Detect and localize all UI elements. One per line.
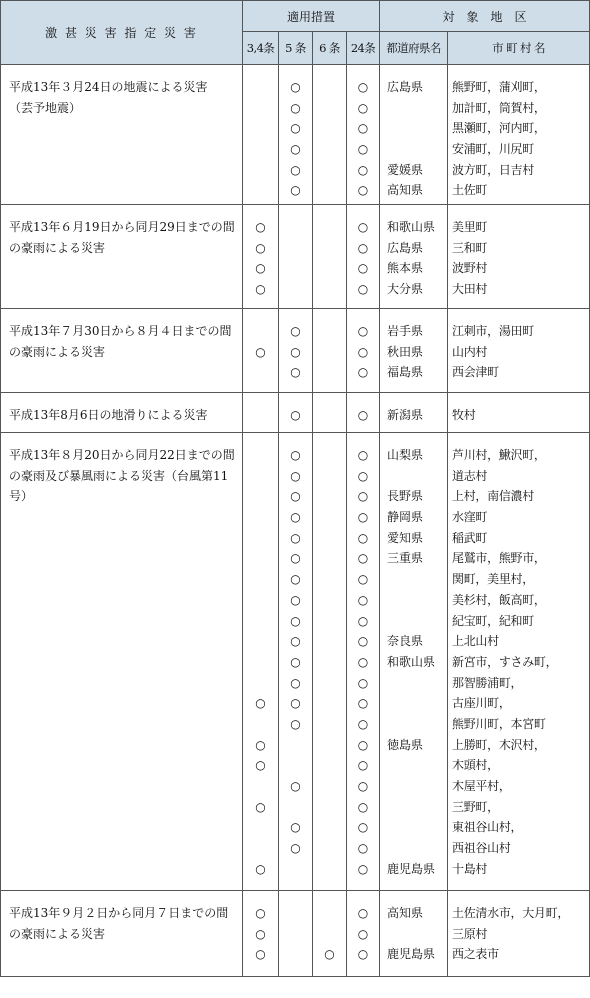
measure-cell-a34 [243, 433, 279, 891]
empty-mark [313, 139, 346, 160]
circle-mark-icon [347, 528, 379, 549]
prefecture-name [380, 776, 447, 797]
prefecture-name: 愛知県 [387, 530, 424, 545]
empty-mark [243, 631, 278, 652]
municipality-name: 古座川町， [452, 696, 511, 711]
disaster-cell [1, 433, 243, 891]
empty-mark [313, 528, 346, 549]
measure-cell-a5 [279, 433, 313, 891]
municipality-name: 牧村 [452, 408, 476, 422]
empty-mark [279, 944, 312, 965]
measure-cell-a6 [313, 393, 347, 433]
circle-mark-icon [347, 321, 379, 342]
disaster-text: （芸予地震） [9, 100, 82, 115]
circle-mark-icon [243, 797, 278, 818]
header-art5: 5 条 [279, 32, 313, 65]
empty-mark [279, 735, 312, 756]
municipality-name: 東祖谷山村， [452, 820, 523, 835]
prefecture-name: 徳島県 [387, 737, 424, 752]
prefecture-name: 三重県 [387, 551, 424, 566]
empty-mark [313, 735, 346, 756]
empty-mark [313, 569, 346, 590]
circle-mark-icon [243, 735, 278, 756]
circle-mark-icon [279, 569, 312, 590]
measure-cell-a34 [243, 65, 279, 205]
prefecture-name: 奈良県 [387, 634, 424, 649]
measure-cell-a6 [313, 309, 347, 393]
prefecture-name [380, 118, 447, 139]
empty-mark [313, 903, 346, 924]
empty-mark [243, 118, 278, 139]
circle-mark-icon [347, 445, 379, 466]
disaster-cell [1, 393, 243, 433]
empty-mark [279, 797, 312, 818]
prefecture-name: 広島県 [387, 80, 424, 94]
header-disaster: 激 甚 災 害 指 定 災 害 [1, 1, 243, 65]
measure-cell-a6 [313, 891, 347, 977]
municipality-cell [448, 65, 590, 205]
prefecture-name: 山梨県 [387, 448, 424, 462]
circle-mark-icon [347, 590, 379, 611]
empty-mark [243, 405, 278, 426]
circle-mark-icon [347, 944, 379, 965]
prefecture-cell [380, 891, 448, 977]
empty-mark [313, 160, 346, 181]
municipality-cell [448, 205, 590, 309]
circle-mark-icon [279, 673, 312, 694]
measure-cell-a5 [279, 65, 313, 205]
municipality-cell [448, 309, 590, 393]
municipality-cell [448, 891, 590, 977]
empty-mark [243, 77, 278, 98]
empty-mark [279, 755, 312, 776]
empty-mark [313, 693, 346, 714]
municipality-name: 山内村 [452, 344, 488, 359]
empty-mark [243, 486, 278, 507]
empty-mark [313, 98, 346, 119]
circle-mark-icon [279, 611, 312, 632]
circle-mark-icon [347, 693, 379, 714]
prefecture-name: 広島県 [387, 240, 424, 255]
circle-mark-icon [279, 548, 312, 569]
municipality-name: 木屋平村， [452, 779, 511, 793]
table-row [1, 309, 590, 393]
circle-mark-icon [279, 693, 312, 714]
municipality-name: 道志村 [452, 468, 488, 483]
prefecture-name: 和歌山県 [387, 220, 436, 234]
disaster-text: 平成13年７月30日から８月４日までの間の豪雨による災害 [9, 324, 232, 359]
empty-mark [243, 362, 278, 383]
circle-mark-icon [347, 776, 379, 797]
header-art34: 3,4条 [243, 32, 279, 65]
measure-cell-a34 [243, 309, 279, 393]
measure-cell-a34 [243, 205, 279, 309]
empty-mark [279, 924, 312, 945]
disaster-text: 平成13年８月20日から同月22日までの間の豪雨及び暴風雨による災害（台風第11号） [9, 448, 235, 504]
circle-mark-icon [243, 279, 278, 300]
empty-mark [313, 77, 346, 98]
circle-mark-icon [347, 797, 379, 818]
circle-mark-icon [347, 903, 379, 924]
municipality-name: 土佐町 [452, 183, 488, 198]
table-row [1, 433, 590, 891]
empty-mark [313, 590, 346, 611]
municipality-name: 西之表市 [452, 947, 499, 962]
disaster-text: 平成13年8月6日の地滑りによる災害 [9, 408, 208, 422]
empty-mark [313, 180, 346, 201]
empty-mark [243, 548, 278, 569]
empty-mark [313, 755, 346, 776]
empty-mark [243, 507, 278, 528]
empty-mark [279, 903, 312, 924]
circle-mark-icon [347, 238, 379, 259]
empty-mark [243, 139, 278, 160]
disaster-cell [1, 65, 243, 205]
circle-mark-icon [347, 548, 379, 569]
municipality-cell [448, 433, 590, 891]
circle-mark-icon [347, 98, 379, 119]
municipality-name: 波野村 [452, 261, 488, 276]
prefecture-name: 鹿児島県 [387, 861, 436, 876]
measure-cell-a24 [347, 891, 380, 977]
municipality-name: 大田村 [452, 282, 488, 297]
circle-mark-icon [279, 714, 312, 735]
empty-mark [313, 924, 346, 945]
measure-cell-a6 [313, 205, 347, 309]
circle-mark-icon [347, 118, 379, 139]
empty-mark [279, 258, 312, 279]
circle-mark-icon [347, 258, 379, 279]
municipality-name: 三和町 [452, 240, 488, 255]
circle-mark-icon [347, 817, 379, 838]
empty-mark [243, 652, 278, 673]
measure-cell-a24 [347, 205, 380, 309]
circle-mark-icon [279, 817, 312, 838]
prefecture-name: 静岡県 [387, 510, 424, 525]
prefecture-cell [380, 309, 448, 393]
circle-mark-icon [347, 362, 379, 383]
municipality-name: 芦川村，鰍沢町， [452, 448, 546, 462]
municipality-name: 関町，美里村， [452, 572, 534, 587]
circle-mark-icon [279, 631, 312, 652]
municipality-name: 江刺市，湯田町 [452, 324, 534, 338]
circle-mark-icon [243, 693, 278, 714]
prefecture-name [380, 673, 447, 694]
municipality-name: 西祖谷山村 [452, 841, 511, 856]
municipality-name: 稲武町 [452, 530, 488, 545]
measure-cell-a5 [279, 393, 313, 433]
table-row [1, 891, 590, 977]
municipality-name: 美杉村，飯高町， [452, 592, 546, 607]
municipality-name: 上村，南信濃村 [452, 489, 534, 504]
measure-cell-a34 [243, 891, 279, 977]
measure-cell-a24 [347, 65, 380, 205]
prefecture-name [380, 714, 447, 735]
prefecture-name [380, 797, 447, 818]
measure-cell-a24 [347, 433, 380, 891]
measure-cell-a5 [279, 309, 313, 393]
header-measures: 適用措置 [243, 1, 380, 32]
circle-mark-icon [347, 714, 379, 735]
empty-mark [243, 611, 278, 632]
circle-mark-icon [279, 652, 312, 673]
prefecture-name: 熊本県 [387, 261, 424, 276]
municipality-name: 水窪町 [452, 510, 488, 525]
municipality-name: 三原村 [452, 926, 488, 941]
municipality-name: 尾鷲市，熊野市， [452, 551, 546, 566]
empty-mark [313, 217, 346, 238]
empty-mark [313, 466, 346, 487]
prefecture-name [380, 139, 447, 160]
prefecture-name [380, 569, 447, 590]
empty-mark [279, 217, 312, 238]
circle-mark-icon [347, 735, 379, 756]
empty-mark [243, 98, 278, 119]
circle-mark-icon [347, 486, 379, 507]
prefecture-name: 長野県 [387, 489, 424, 504]
empty-mark [313, 321, 346, 342]
measure-cell-a5 [279, 205, 313, 309]
circle-mark-icon [279, 321, 312, 342]
circle-mark-icon [279, 528, 312, 549]
prefecture-name: 和歌山県 [387, 654, 436, 669]
empty-mark [313, 714, 346, 735]
table-row [1, 393, 590, 433]
disaster-cell [1, 205, 243, 309]
prefecture-name [380, 924, 447, 945]
empty-mark [243, 590, 278, 611]
municipality-name: 十島村 [452, 861, 488, 876]
measure-cell-a6 [313, 65, 347, 205]
circle-mark-icon [347, 405, 379, 426]
prefecture-name: 愛媛県 [387, 162, 424, 177]
empty-mark [243, 445, 278, 466]
empty-mark [313, 238, 346, 259]
circle-mark-icon [279, 160, 312, 181]
municipality-name: 紀宝町，紀和町 [452, 613, 534, 628]
prefecture-name: 大分県 [387, 282, 424, 297]
disaster-text: 平成13年３月24日の地震による災害 [9, 80, 208, 94]
empty-mark [313, 362, 346, 383]
circle-mark-icon [347, 279, 379, 300]
empty-mark [313, 817, 346, 838]
circle-mark-icon [347, 507, 379, 528]
empty-mark [313, 342, 346, 363]
circle-mark-icon [279, 590, 312, 611]
municipality-name: 熊野町，蒲刈町， [452, 80, 546, 94]
empty-mark [313, 776, 346, 797]
circle-mark-icon [279, 180, 312, 201]
empty-mark [243, 776, 278, 797]
municipality-name: 木頭村， [452, 758, 499, 773]
circle-mark-icon [243, 755, 278, 776]
circle-mark-icon [279, 405, 312, 426]
measure-cell-a24 [347, 309, 380, 393]
table-row [1, 205, 590, 309]
disaster-text: 平成13年９月２日から同月７日までの間の豪雨による災害 [9, 906, 229, 941]
circle-mark-icon [243, 258, 278, 279]
empty-mark [313, 258, 346, 279]
circle-mark-icon [279, 118, 312, 139]
circle-mark-icon [279, 342, 312, 363]
circle-mark-icon [279, 362, 312, 383]
circle-mark-icon [243, 924, 278, 945]
empty-mark [313, 405, 346, 426]
municipality-name: 波方町，日吉村 [452, 162, 534, 177]
empty-mark [313, 611, 346, 632]
disaster-cell [1, 891, 243, 977]
header-region: 対 象 地 区 [380, 1, 590, 32]
empty-mark [243, 569, 278, 590]
prefecture-name [380, 838, 447, 859]
measure-cell-a34 [243, 393, 279, 433]
circle-mark-icon [243, 238, 278, 259]
prefecture-cell [380, 433, 448, 891]
empty-mark [243, 180, 278, 201]
empty-mark [313, 548, 346, 569]
empty-mark [313, 118, 346, 139]
circle-mark-icon [347, 652, 379, 673]
municipality-cell [448, 393, 590, 433]
disaster-cell [1, 309, 243, 393]
prefecture-name [380, 755, 447, 776]
prefecture-name [380, 590, 447, 611]
circle-mark-icon [279, 77, 312, 98]
municipality-name: 西会津町 [452, 365, 499, 380]
circle-mark-icon [347, 838, 379, 859]
municipality-name: 那智勝浦町， [452, 675, 523, 690]
prefecture-name: 福島県 [387, 365, 424, 380]
header-municipality: 市 町 村 名 [448, 32, 590, 65]
circle-mark-icon [347, 924, 379, 945]
empty-mark [313, 445, 346, 466]
empty-mark [243, 714, 278, 735]
prefecture-name: 岩手県 [387, 324, 424, 338]
disaster-text: 平成13年６月19日から同月29日までの間の豪雨による災害 [9, 220, 235, 255]
measure-cell-a24 [347, 393, 380, 433]
circle-mark-icon [347, 217, 379, 238]
circle-mark-icon [243, 342, 278, 363]
circle-mark-icon [279, 98, 312, 119]
circle-mark-icon [243, 944, 278, 965]
circle-mark-icon [243, 903, 278, 924]
prefecture-name [380, 611, 447, 632]
prefecture-name: 高知県 [387, 906, 424, 920]
circle-mark-icon [347, 466, 379, 487]
header-prefecture: 都道府県名 [380, 32, 448, 65]
header-art24: 24条 [347, 32, 380, 65]
prefecture-name [380, 817, 447, 838]
empty-mark [313, 486, 346, 507]
empty-mark [313, 652, 346, 673]
empty-mark [313, 859, 346, 880]
table-row [1, 65, 590, 205]
empty-mark [243, 466, 278, 487]
prefecture-name [380, 693, 447, 714]
circle-mark-icon [313, 944, 346, 965]
circle-mark-icon [347, 611, 379, 632]
empty-mark [279, 279, 312, 300]
empty-mark [243, 321, 278, 342]
circle-mark-icon [347, 139, 379, 160]
circle-mark-icon [279, 466, 312, 487]
empty-mark [243, 838, 278, 859]
circle-mark-icon [347, 569, 379, 590]
prefecture-name: 高知県 [387, 183, 424, 198]
circle-mark-icon [347, 342, 379, 363]
circle-mark-icon [279, 139, 312, 160]
empty-mark [243, 817, 278, 838]
municipality-name: 美里町 [452, 220, 488, 234]
empty-mark [313, 507, 346, 528]
empty-mark [313, 631, 346, 652]
circle-mark-icon [347, 755, 379, 776]
circle-mark-icon [279, 486, 312, 507]
circle-mark-icon [279, 507, 312, 528]
prefecture-cell [380, 205, 448, 309]
empty-mark [243, 160, 278, 181]
circle-mark-icon [243, 859, 278, 880]
measure-cell-a5 [279, 891, 313, 977]
municipality-name: 上北山村 [452, 634, 499, 649]
circle-mark-icon [347, 859, 379, 880]
municipality-name: 三野町， [452, 799, 499, 814]
circle-mark-icon [279, 838, 312, 859]
empty-mark [243, 528, 278, 549]
empty-mark [279, 859, 312, 880]
circle-mark-icon [347, 160, 379, 181]
prefecture-name: 新潟県 [387, 408, 424, 422]
circle-mark-icon [243, 217, 278, 238]
empty-mark [313, 797, 346, 818]
empty-mark [313, 279, 346, 300]
empty-mark [279, 238, 312, 259]
municipality-name: 黒瀬町，河内町， [452, 121, 546, 136]
prefecture-name: 秋田県 [387, 344, 424, 359]
prefecture-name: 鹿児島県 [387, 947, 436, 962]
prefecture-name [380, 98, 447, 119]
municipality-name: 土佐清水市，大月町， [452, 906, 570, 920]
circle-mark-icon [347, 180, 379, 201]
circle-mark-icon [279, 776, 312, 797]
prefecture-name [380, 466, 447, 487]
municipality-name: 新宮市，すさみ町， [452, 654, 558, 669]
municipality-name: 安浦町，川尻町 [452, 142, 534, 157]
prefecture-cell [380, 65, 448, 205]
header-art6: 6 条 [313, 32, 347, 65]
circle-mark-icon [347, 673, 379, 694]
municipality-name: 熊野川町，本宮町 [452, 716, 546, 731]
header-row-1 [1, 1, 590, 32]
table-body [1, 65, 590, 977]
circle-mark-icon [279, 445, 312, 466]
municipality-name: 上勝町，木沢村， [452, 737, 546, 752]
circle-mark-icon [347, 77, 379, 98]
prefecture-cell [380, 393, 448, 433]
circle-mark-icon [347, 631, 379, 652]
municipality-name: 加計町，筒賀村， [452, 100, 546, 115]
empty-mark [313, 838, 346, 859]
measure-cell-a6 [313, 433, 347, 891]
empty-mark [243, 673, 278, 694]
empty-mark [313, 673, 346, 694]
